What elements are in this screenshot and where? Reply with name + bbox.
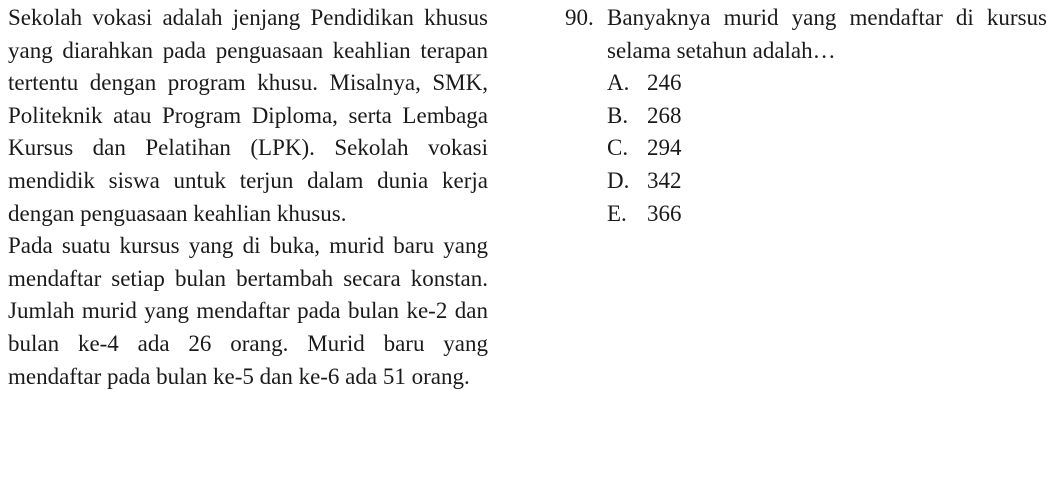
option-value: 366 — [647, 200, 682, 226]
option-letter: E. — [607, 200, 627, 226]
option-letter: A. — [607, 70, 630, 96]
option-d — [607, 165, 1047, 198]
passage-paragraph-1: Sekolah vokasi adalah jenjang Pendidikan khusus yang diarahkan pada penguasaan keahlian terapan tertentu dengan program khusu. Misalnya, SMK, Politeknik atau Program Diploma, serta Lembaga Kursus dan Pelatihan (LPK). Sekolah vokasi mendidik siswa untuk terjun dalam dunia kerja dengan penguasaan keahlian khusus. — [8, 5, 488, 226]
passage-paragraph-2: Pada suatu kursus yang di buka, murid baru yang mendaftar setiap bulan bertambah secara konstan. Jumlah murid yang mendaftar pada bulan ke-2 dan bulan ke-4 ada 26 orang. Murid baru yang mendaftar pada bulan ke-5 dan ke-6 ada 51 orang. — [8, 233, 488, 389]
question-block — [565, 2, 1047, 230]
passage — [8, 2, 488, 393]
question-text: Banyaknya murid yang mendaftar di kursus selama setahun adalah… — [607, 5, 1047, 63]
option-c — [607, 132, 1047, 165]
option-a — [607, 67, 1047, 100]
answer-options — [565, 67, 1047, 230]
option-letter: D. — [607, 167, 630, 193]
option-letter: C. — [607, 135, 629, 161]
option-letter: B. — [607, 102, 629, 128]
option-value: 342 — [647, 167, 682, 193]
option-value: 246 — [647, 70, 682, 96]
option-e — [607, 198, 1047, 231]
option-b — [607, 100, 1047, 133]
option-value: 294 — [647, 135, 682, 161]
question-stem — [565, 2, 1047, 67]
option-value: 268 — [647, 102, 682, 128]
question-number: 90. — [565, 5, 594, 30]
